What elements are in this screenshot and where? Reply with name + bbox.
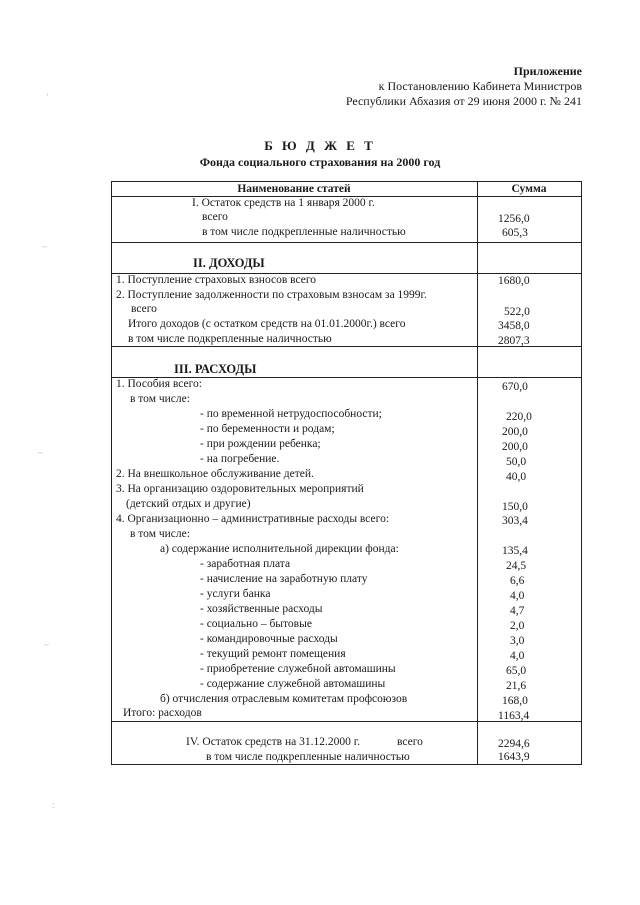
document-title: Б Ю Д Ж Е Т (264, 138, 376, 153)
row-value: 1256,0 (498, 213, 530, 225)
scan-mark: ~ (42, 242, 47, 252)
row-value: 1163,4 (498, 710, 530, 722)
row-value: 65,0 (506, 665, 527, 677)
row-value: 50,0 (506, 456, 527, 468)
row-value: 24,5 (506, 560, 527, 572)
row-value: 4,0 (510, 590, 525, 602)
row-value: 3458,0 (498, 320, 530, 332)
row-label: в том числе: (130, 393, 190, 405)
appendix-block (346, 64, 582, 109)
row-value: 2,0 (510, 620, 525, 632)
row-value: 1643,9 (498, 751, 530, 763)
row-value: 6,6 (510, 575, 525, 587)
row-value: 135,4 (502, 545, 528, 557)
row-label: 2. Поступление задолженности по страховым взносам за 1999г. (116, 289, 427, 301)
row-value: 605,3 (502, 227, 528, 239)
row-label: - текущий ремонт помещения (200, 648, 346, 660)
appendix-line-1: к Постановлению Кабинета Министров (378, 79, 582, 93)
row-value: 1680,0 (498, 275, 530, 287)
row-label: (детский отдых и другие) (126, 498, 251, 510)
row-value: 670,0 (502, 381, 528, 393)
budget-table (111, 181, 582, 765)
row-label: 2. На внешкольное обслуживание детей. (116, 468, 314, 480)
row-label: - хозяйственные расходы (200, 603, 323, 615)
row-label: - командировочные расходы (200, 633, 338, 645)
row-label: в том числе подкрепленные наличностью (128, 333, 332, 345)
row-label: - при рождении ребенка; (200, 438, 321, 450)
scan-mark: ~ (38, 448, 43, 458)
row-label: - социально – бытовые (200, 618, 312, 630)
row-value: 21,6 (506, 680, 527, 692)
row-value: 220,0 (506, 411, 532, 423)
row-value: 40,0 (506, 471, 527, 483)
row-value: 3,0 (510, 635, 525, 647)
section-1-title: I. Остаток средств на 1 января 2000 г. (192, 197, 375, 209)
row-label: - заработная плата (200, 558, 291, 570)
row-value: 200,0 (502, 441, 528, 453)
scan-mark: ~ (44, 640, 49, 650)
section-2-title: II. ДОХОДЫ (193, 256, 265, 270)
scan-mark: : (52, 800, 55, 810)
row-label: - на погребение. (200, 453, 280, 465)
row-value: 200,0 (502, 426, 528, 438)
row-label: 1. Поступление страховых взносов всего (116, 274, 317, 286)
row-label: - по беременности и родам; (200, 423, 335, 435)
row-label: 4. Организационно – административные расходы всего: (116, 513, 390, 525)
row-label: Итого: расходов (123, 707, 202, 719)
row-label: - содержание служебной автомашины (200, 678, 386, 690)
row-label: всего (131, 303, 157, 315)
document-subtitle: Фонда социального страхования на 2000 год (199, 155, 441, 169)
column-header-sum: Сумма (511, 183, 547, 195)
table-right-border (581, 181, 582, 765)
row-label: - начисление на заработную плату (200, 573, 368, 585)
row-value: 4,7 (510, 605, 525, 617)
row-label: - приобретение служебной автомашины (200, 663, 396, 675)
row-label: в том числе подкрепленные наличностью (202, 226, 406, 238)
row-value: 150,0 (502, 501, 528, 513)
row-value: 4,0 (510, 650, 525, 662)
table-bottom-border (111, 764, 582, 765)
row-label: всего (397, 736, 423, 748)
appendix-line-2: Республики Абхазия от 29 июня 2000 г. № 241 (345, 94, 582, 108)
scan-mark: ’ (46, 92, 49, 102)
row-label: а) содержание исполнительной дирекции фонда: (160, 543, 399, 555)
row-label: - по временной нетрудоспособности; (200, 408, 382, 420)
row-label: б) отчисления отраслевым комитетам профсоюзов (160, 693, 408, 705)
section-3-title: III. РАСХОДЫ (174, 362, 257, 376)
row-value: 522,0 (504, 306, 530, 318)
appendix-title: Приложение (513, 64, 582, 78)
row-value: 2294,6 (498, 738, 530, 750)
row-label: - услуги банка (200, 588, 271, 600)
section-4-title: IV. Остаток средств на 31.12.2000 г. (186, 736, 361, 748)
row-value: 2807,3 (498, 335, 530, 347)
row-value: 303,4 (502, 515, 528, 527)
row-label: всего (202, 211, 228, 223)
column-header-name: Наименование статей (237, 183, 351, 195)
table-left-border (111, 181, 112, 765)
row-label: 1. Пособия всего: (116, 378, 202, 390)
section-divider-1 (111, 242, 582, 243)
row-label: 3. На организацию оздоровительных мероприятий (116, 483, 364, 495)
row-label: в том числе подкрепленные наличностью (206, 751, 410, 763)
row-label: Итого доходов (с остатком средств на 01.01.2000г.) всего (128, 318, 406, 330)
row-value: 168,0 (502, 695, 528, 707)
column-divider (477, 181, 478, 765)
row-label: в том числе: (130, 528, 190, 540)
